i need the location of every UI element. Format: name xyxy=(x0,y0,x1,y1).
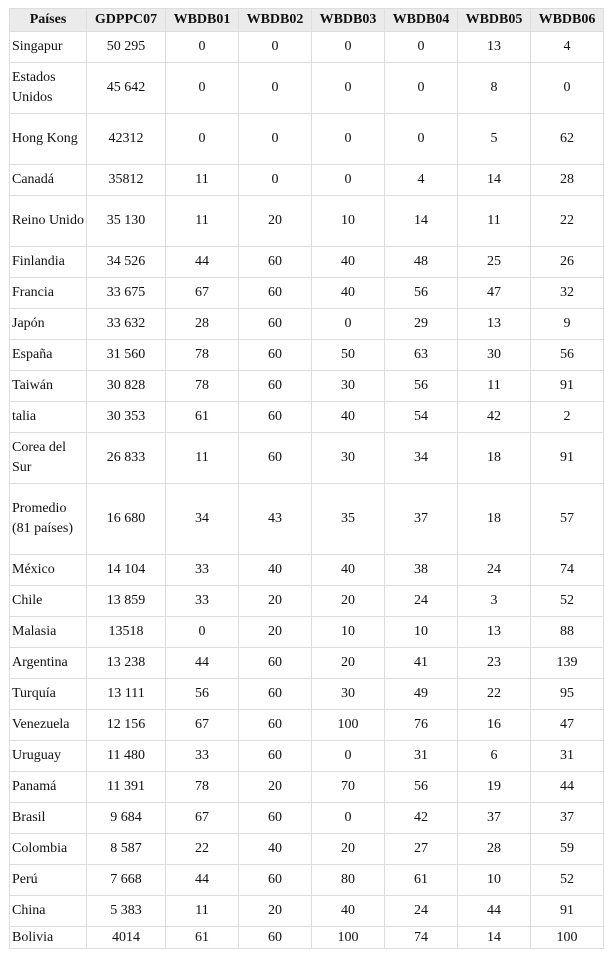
value-cell: 45 642 xyxy=(87,63,166,114)
table-row xyxy=(10,772,604,803)
value-cell: 2 xyxy=(531,402,604,433)
country-cell: Brasil xyxy=(10,803,87,834)
value-cell: 30 xyxy=(312,433,385,484)
country-cell: Japón xyxy=(10,309,87,340)
value-cell: 95 xyxy=(531,679,604,710)
country-cell: Taiwán xyxy=(10,371,87,402)
value-cell: 40 xyxy=(239,555,312,586)
value-cell: 74 xyxy=(531,555,604,586)
value-cell: 0 xyxy=(166,32,239,63)
value-cell: 40 xyxy=(312,555,385,586)
value-cell: 30 828 xyxy=(87,371,166,402)
table-row xyxy=(10,484,604,555)
table-row xyxy=(10,402,604,433)
value-cell: 20 xyxy=(239,196,312,247)
value-cell: 42 xyxy=(385,803,458,834)
value-cell: 33 xyxy=(166,555,239,586)
value-cell: 4014 xyxy=(87,927,166,949)
value-cell: 34 xyxy=(385,433,458,484)
value-cell: 49 xyxy=(385,679,458,710)
header-cell: WBDB05 xyxy=(458,9,531,32)
value-cell: 24 xyxy=(458,555,531,586)
country-cell: Promedio (81 países) xyxy=(10,484,87,555)
value-cell: 56 xyxy=(531,340,604,371)
header-cell: WBDB02 xyxy=(239,9,312,32)
table-row xyxy=(10,586,604,617)
table-row xyxy=(10,679,604,710)
value-cell: 44 xyxy=(458,896,531,927)
value-cell: 4 xyxy=(385,165,458,196)
value-cell: 28 xyxy=(531,165,604,196)
value-cell: 0 xyxy=(312,165,385,196)
value-cell: 28 xyxy=(166,309,239,340)
value-cell: 38 xyxy=(385,555,458,586)
value-cell: 13 238 xyxy=(87,648,166,679)
data-table-container xyxy=(9,8,604,949)
value-cell: 0 xyxy=(239,114,312,165)
table-row xyxy=(10,165,604,196)
value-cell: 13 859 xyxy=(87,586,166,617)
value-cell: 44 xyxy=(166,648,239,679)
country-cell: Hong Kong xyxy=(10,114,87,165)
value-cell: 13 xyxy=(458,32,531,63)
value-cell: 13518 xyxy=(87,617,166,648)
value-cell: 3 xyxy=(458,586,531,617)
country-cell: Turquía xyxy=(10,679,87,710)
value-cell: 0 xyxy=(312,63,385,114)
value-cell: 11 480 xyxy=(87,741,166,772)
value-cell: 27 xyxy=(385,834,458,865)
value-cell: 60 xyxy=(239,927,312,949)
data-table xyxy=(9,8,604,949)
value-cell: 11 xyxy=(166,896,239,927)
value-cell: 20 xyxy=(239,617,312,648)
value-cell: 4 xyxy=(531,32,604,63)
value-cell: 91 xyxy=(531,371,604,402)
value-cell: 14 104 xyxy=(87,555,166,586)
value-cell: 0 xyxy=(239,32,312,63)
table-row xyxy=(10,433,604,484)
table-row xyxy=(10,741,604,772)
value-cell: 60 xyxy=(239,278,312,309)
value-cell: 56 xyxy=(385,772,458,803)
table-row xyxy=(10,927,604,949)
value-cell: 29 xyxy=(385,309,458,340)
value-cell: 10 xyxy=(312,617,385,648)
table-row xyxy=(10,648,604,679)
country-cell: Singapur xyxy=(10,32,87,63)
value-cell: 16 680 xyxy=(87,484,166,555)
value-cell: 60 xyxy=(239,865,312,896)
value-cell: 61 xyxy=(385,865,458,896)
value-cell: 7 668 xyxy=(87,865,166,896)
value-cell: 0 xyxy=(166,617,239,648)
value-cell: 35812 xyxy=(87,165,166,196)
value-cell: 26 833 xyxy=(87,433,166,484)
value-cell: 60 xyxy=(239,340,312,371)
country-cell: Francia xyxy=(10,278,87,309)
value-cell: 22 xyxy=(166,834,239,865)
value-cell: 20 xyxy=(239,586,312,617)
value-cell: 10 xyxy=(385,617,458,648)
country-cell: Venezuela xyxy=(10,710,87,741)
value-cell: 14 xyxy=(458,927,531,949)
value-cell: 56 xyxy=(385,278,458,309)
value-cell: 33 632 xyxy=(87,309,166,340)
header-cell: WBDB04 xyxy=(385,9,458,32)
country-cell: Argentina xyxy=(10,648,87,679)
value-cell: 20 xyxy=(312,586,385,617)
value-cell: 33 xyxy=(166,586,239,617)
header-cell: GDPPC07 xyxy=(87,9,166,32)
value-cell: 100 xyxy=(312,927,385,949)
value-cell: 62 xyxy=(531,114,604,165)
value-cell: 91 xyxy=(531,433,604,484)
value-cell: 44 xyxy=(166,247,239,278)
value-cell: 57 xyxy=(531,484,604,555)
value-cell: 56 xyxy=(166,679,239,710)
value-cell: 0 xyxy=(312,32,385,63)
value-cell: 32 xyxy=(531,278,604,309)
value-cell: 47 xyxy=(531,710,604,741)
value-cell: 52 xyxy=(531,865,604,896)
value-cell: 76 xyxy=(385,710,458,741)
table-body xyxy=(10,32,604,949)
value-cell: 0 xyxy=(385,114,458,165)
value-cell: 60 xyxy=(239,247,312,278)
value-cell: 11 391 xyxy=(87,772,166,803)
value-cell: 26 xyxy=(531,247,604,278)
value-cell: 10 xyxy=(312,196,385,247)
table-row xyxy=(10,371,604,402)
value-cell: 100 xyxy=(312,710,385,741)
value-cell: 67 xyxy=(166,278,239,309)
value-cell: 78 xyxy=(166,772,239,803)
value-cell: 42312 xyxy=(87,114,166,165)
value-cell: 24 xyxy=(385,896,458,927)
value-cell: 48 xyxy=(385,247,458,278)
value-cell: 14 xyxy=(385,196,458,247)
table-header-row xyxy=(10,9,604,32)
country-cell: Colombia xyxy=(10,834,87,865)
value-cell: 20 xyxy=(239,772,312,803)
country-cell: México xyxy=(10,555,87,586)
value-cell: 5 xyxy=(458,114,531,165)
table-row xyxy=(10,247,604,278)
value-cell: 41 xyxy=(385,648,458,679)
country-cell: China xyxy=(10,896,87,927)
value-cell: 8 xyxy=(458,63,531,114)
value-cell: 60 xyxy=(239,371,312,402)
country-cell: Estados Unidos xyxy=(10,63,87,114)
country-cell: Reino Unido xyxy=(10,196,87,247)
country-cell: Finlandia xyxy=(10,247,87,278)
value-cell: 8 587 xyxy=(87,834,166,865)
value-cell: 40 xyxy=(239,834,312,865)
table-row xyxy=(10,196,604,247)
value-cell: 11 xyxy=(458,371,531,402)
value-cell: 52 xyxy=(531,586,604,617)
value-cell: 14 xyxy=(458,165,531,196)
value-cell: 12 156 xyxy=(87,710,166,741)
value-cell: 28 xyxy=(458,834,531,865)
value-cell: 78 xyxy=(166,340,239,371)
value-cell: 60 xyxy=(239,741,312,772)
table-row xyxy=(10,32,604,63)
value-cell: 35 130 xyxy=(87,196,166,247)
value-cell: 0 xyxy=(312,803,385,834)
table-row xyxy=(10,63,604,114)
value-cell: 74 xyxy=(385,927,458,949)
value-cell: 80 xyxy=(312,865,385,896)
table-row xyxy=(10,710,604,741)
value-cell: 0 xyxy=(166,114,239,165)
value-cell: 54 xyxy=(385,402,458,433)
value-cell: 30 xyxy=(458,340,531,371)
table-row xyxy=(10,114,604,165)
value-cell: 20 xyxy=(239,896,312,927)
value-cell: 35 xyxy=(312,484,385,555)
value-cell: 60 xyxy=(239,402,312,433)
country-cell: Corea del Sur xyxy=(10,433,87,484)
value-cell: 91 xyxy=(531,896,604,927)
value-cell: 63 xyxy=(385,340,458,371)
value-cell: 19 xyxy=(458,772,531,803)
value-cell: 30 xyxy=(312,371,385,402)
value-cell: 47 xyxy=(458,278,531,309)
value-cell: 33 xyxy=(166,741,239,772)
value-cell: 0 xyxy=(385,63,458,114)
value-cell: 70 xyxy=(312,772,385,803)
value-cell: 13 111 xyxy=(87,679,166,710)
value-cell: 78 xyxy=(166,371,239,402)
header-cell: WBDB06 xyxy=(531,9,604,32)
value-cell: 67 xyxy=(166,710,239,741)
table-row xyxy=(10,278,604,309)
value-cell: 23 xyxy=(458,648,531,679)
value-cell: 11 xyxy=(166,196,239,247)
value-cell: 40 xyxy=(312,247,385,278)
value-cell: 43 xyxy=(239,484,312,555)
value-cell: 0 xyxy=(531,63,604,114)
value-cell: 61 xyxy=(166,927,239,949)
country-cell: Perú xyxy=(10,865,87,896)
value-cell: 25 xyxy=(458,247,531,278)
value-cell: 50 295 xyxy=(87,32,166,63)
value-cell: 0 xyxy=(385,32,458,63)
value-cell: 0 xyxy=(239,63,312,114)
country-cell: talia xyxy=(10,402,87,433)
country-cell: Chile xyxy=(10,586,87,617)
table-row xyxy=(10,834,604,865)
table-row xyxy=(10,617,604,648)
value-cell: 34 526 xyxy=(87,247,166,278)
value-cell: 22 xyxy=(458,679,531,710)
value-cell: 34 xyxy=(166,484,239,555)
value-cell: 18 xyxy=(458,484,531,555)
table-row xyxy=(10,803,604,834)
value-cell: 100 xyxy=(531,927,604,949)
value-cell: 9 684 xyxy=(87,803,166,834)
value-cell: 60 xyxy=(239,309,312,340)
value-cell: 31 560 xyxy=(87,340,166,371)
header-cell: Países xyxy=(10,9,87,32)
value-cell: 30 353 xyxy=(87,402,166,433)
value-cell: 56 xyxy=(385,371,458,402)
value-cell: 60 xyxy=(239,803,312,834)
value-cell: 60 xyxy=(239,679,312,710)
value-cell: 61 xyxy=(166,402,239,433)
value-cell: 59 xyxy=(531,834,604,865)
value-cell: 0 xyxy=(312,741,385,772)
value-cell: 11 xyxy=(166,165,239,196)
value-cell: 0 xyxy=(166,63,239,114)
table-row xyxy=(10,865,604,896)
table-row xyxy=(10,309,604,340)
value-cell: 37 xyxy=(458,803,531,834)
value-cell: 60 xyxy=(239,648,312,679)
value-cell: 13 xyxy=(458,309,531,340)
value-cell: 18 xyxy=(458,433,531,484)
country-cell: Panamá xyxy=(10,772,87,803)
value-cell: 33 675 xyxy=(87,278,166,309)
value-cell: 10 xyxy=(458,865,531,896)
value-cell: 44 xyxy=(531,772,604,803)
value-cell: 40 xyxy=(312,896,385,927)
table-row xyxy=(10,896,604,927)
value-cell: 11 xyxy=(166,433,239,484)
value-cell: 37 xyxy=(531,803,604,834)
value-cell: 31 xyxy=(385,741,458,772)
value-cell: 37 xyxy=(385,484,458,555)
value-cell: 60 xyxy=(239,433,312,484)
value-cell: 20 xyxy=(312,834,385,865)
value-cell: 11 xyxy=(458,196,531,247)
value-cell: 13 xyxy=(458,617,531,648)
value-cell: 42 xyxy=(458,402,531,433)
value-cell: 0 xyxy=(239,165,312,196)
value-cell: 5 383 xyxy=(87,896,166,927)
country-cell: Bolivia xyxy=(10,927,87,949)
value-cell: 9 xyxy=(531,309,604,340)
country-cell: Uruguay xyxy=(10,741,87,772)
header-cell: WBDB01 xyxy=(166,9,239,32)
table-row xyxy=(10,555,604,586)
value-cell: 16 xyxy=(458,710,531,741)
value-cell: 6 xyxy=(458,741,531,772)
value-cell: 50 xyxy=(312,340,385,371)
country-cell: Malasia xyxy=(10,617,87,648)
value-cell: 31 xyxy=(531,741,604,772)
value-cell: 0 xyxy=(312,309,385,340)
value-cell: 60 xyxy=(239,710,312,741)
table-row xyxy=(10,340,604,371)
country-cell: España xyxy=(10,340,87,371)
value-cell: 67 xyxy=(166,803,239,834)
value-cell: 40 xyxy=(312,278,385,309)
value-cell: 40 xyxy=(312,402,385,433)
country-cell: Canadá xyxy=(10,165,87,196)
value-cell: 20 xyxy=(312,648,385,679)
value-cell: 22 xyxy=(531,196,604,247)
value-cell: 0 xyxy=(312,114,385,165)
value-cell: 30 xyxy=(312,679,385,710)
value-cell: 44 xyxy=(166,865,239,896)
value-cell: 139 xyxy=(531,648,604,679)
value-cell: 88 xyxy=(531,617,604,648)
header-cell: WBDB03 xyxy=(312,9,385,32)
value-cell: 24 xyxy=(385,586,458,617)
